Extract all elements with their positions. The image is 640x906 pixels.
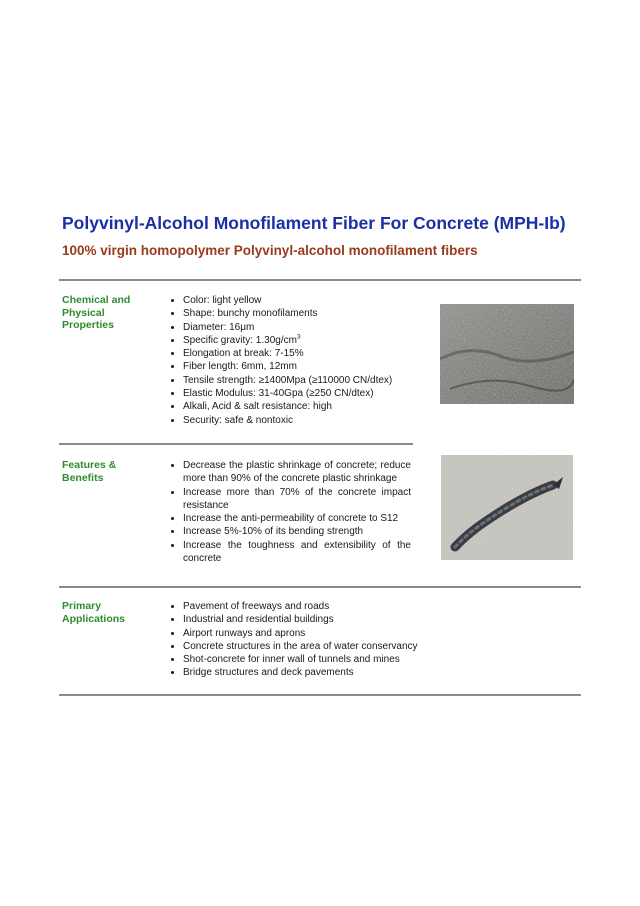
list-item	[183, 334, 392, 347]
divider-middle	[59, 443, 413, 445]
list-item: • Concrete structures in the area of water conservancy	[183, 640, 418, 653]
list-item: • Increase the toughness and extensibility of the concrete	[183, 539, 411, 566]
gravity-superscript: 3	[296, 333, 301, 341]
list-item: • Decrease the plastic shrinkage of concrete; reduce more than 90% of the concrete plastic shrinkage	[183, 459, 411, 486]
list-item: • Increase the anti-permeability of concrete to S12	[183, 512, 411, 525]
divider-bottom	[59, 694, 581, 696]
document-subtitle: 100% virgin homopolymer Polyvinyl-alcohol monofilament fibers	[62, 243, 478, 258]
document-title: Polyvinyl-Alcohol Monofilament Fiber For Concrete (MPH-Ib)	[62, 213, 566, 233]
section-label-features: Features & Benefits	[62, 459, 117, 484]
list-item: • Bridge structures and deck pavements	[183, 666, 418, 679]
fiber-crack-photo	[441, 455, 573, 560]
list-item: • Shape: bunchy monofilaments	[183, 307, 392, 320]
list-item: • Industrial and residential buildings	[183, 613, 418, 626]
list-item: • Increase more than 70% of the concrete impact resistance	[183, 486, 411, 513]
list-item: • Pavement of freeways and roads	[183, 600, 418, 613]
divider-lower	[59, 586, 581, 588]
list-item: • Increase 5%-10% of its bending strength	[183, 525, 411, 538]
features-list	[166, 459, 411, 565]
applications-list	[166, 600, 418, 680]
divider-top	[59, 279, 581, 281]
list-item: • Alkali, Acid & salt resistance: high	[183, 400, 392, 413]
list-item: • Airport runways and aprons	[183, 627, 418, 640]
list-item: • Color: light yellow	[183, 294, 392, 307]
gravity-text: Specific gravity: 1.30g/cm	[183, 334, 297, 346]
properties-list	[166, 294, 392, 427]
list-item: • Tensile strength: ≥1400Mpa (≥110000 CN/dtex)	[183, 374, 392, 387]
list-item: • Elastic Modulus: 31-40Gpa (≥250 CN/dtex)	[183, 387, 392, 400]
list-item: • Elongation at break: 7-15%	[183, 347, 392, 360]
list-item: • Shot-concrete for inner wall of tunnels and mines	[183, 653, 418, 666]
list-item: • Fiber length: 6mm, 12mm	[183, 360, 392, 373]
section-label-applications: Primary Applications	[62, 600, 126, 625]
fiber-crack-image	[441, 455, 573, 560]
concrete-texture-image	[440, 304, 574, 404]
concrete-texture-photo	[440, 304, 574, 404]
list-item: • Diameter: 16μm	[183, 321, 392, 334]
list-item: • Security: safe & nontoxic	[183, 414, 392, 427]
section-label-properties: Chemical and Physical Properties	[62, 294, 131, 331]
